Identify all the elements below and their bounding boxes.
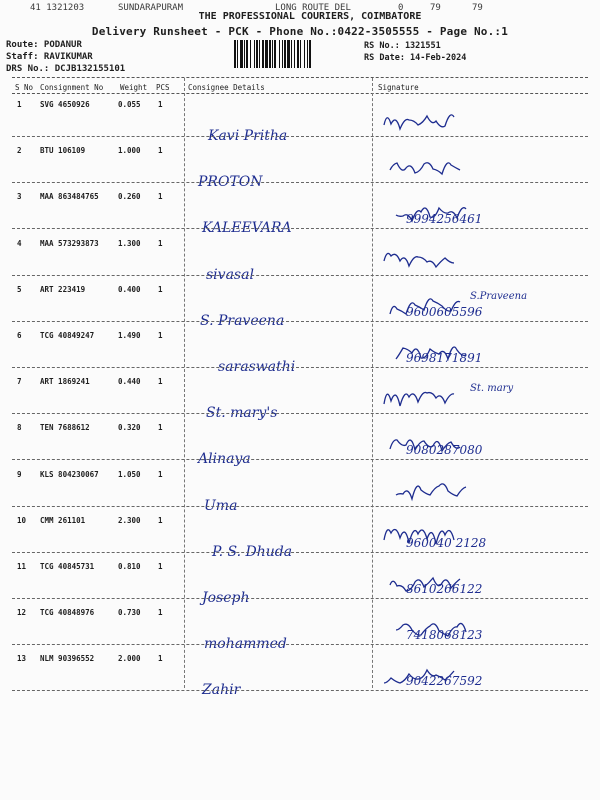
row-weight: 1.490 (118, 331, 141, 340)
row-divider (12, 275, 588, 276)
barcode-image (232, 40, 356, 68)
row-signature-text: S.Praveena (470, 290, 528, 302)
table-row (0, 331, 600, 377)
row-sno: 8 (17, 423, 22, 433)
row-weight: 2.300 (118, 515, 141, 525)
row-weight: 0.400 (118, 284, 141, 294)
row-sno: 12 (17, 608, 27, 618)
row-pcs: 1 (158, 100, 163, 109)
row-consignee-name: sivasal (206, 266, 254, 283)
row-consignee-name: PROTON (198, 174, 263, 191)
table-row (0, 470, 600, 516)
col-consignee: Consignee Details (188, 83, 265, 92)
row-phone: 8610266122 (406, 582, 483, 596)
top-route-type: LONG ROUTE DEL (275, 3, 351, 13)
runsheet-title: Delivery Runsheet - PCK - Phone No.:0422-3505555 - Page No.:1 (91, 25, 509, 38)
row-divider (12, 690, 588, 691)
rs-number: RS No.: 1321551 (364, 41, 441, 51)
table-row (0, 146, 600, 192)
row-phone: 9600605596 (406, 304, 483, 319)
row-sno: 6 (17, 331, 22, 340)
drs-number: DRS No.: DCJB132155101 (6, 64, 126, 74)
row-divider (12, 136, 588, 137)
table-row (0, 516, 600, 562)
col-consignment: Consignment No (40, 83, 104, 92)
row-sno: 2 (17, 146, 22, 156)
staff-label: Staff: RAVIKUMAR (6, 52, 93, 62)
row-consignee-name: Kavi Pritha (208, 128, 288, 144)
row-divider (12, 506, 588, 507)
row-sno: 11 (17, 562, 27, 571)
row-weight: 0.260 (118, 192, 141, 202)
row-consignee-name: KALEEVARA (202, 220, 292, 237)
row-divider (12, 321, 588, 322)
table-row (0, 423, 600, 469)
row-sno: 9 (17, 469, 22, 479)
row-consignee-name: mohammed (204, 636, 287, 653)
top-n3: 79 (472, 3, 483, 13)
col-weight: Weight (120, 83, 148, 92)
row-consignment-no: ART 223419 (40, 284, 86, 294)
row-phone: 9080287080 (406, 443, 483, 458)
row-divider (12, 413, 588, 414)
row-sno: 13 (17, 654, 27, 664)
table-row (0, 377, 600, 423)
row-consignee-name: S. Praveena (200, 312, 285, 329)
row-consignment-no: TEN 7688612 (40, 423, 90, 433)
row-sno: 3 (17, 192, 22, 202)
row-sno: 1 (17, 100, 22, 109)
header-divider-top (12, 77, 588, 78)
row-pcs: 1 (158, 238, 163, 248)
row-weight: 1.300 (118, 238, 141, 248)
top-place: SUNDARAPURAM (118, 3, 184, 13)
row-consignee-name: saraswathi (218, 359, 296, 375)
top-n2: 79 (430, 3, 441, 13)
row-weight: 1.000 (118, 146, 141, 156)
header-divider-bottom (12, 93, 588, 94)
row-weight: 0.320 (118, 423, 141, 433)
row-consignment-no: MAA 863484765 (40, 192, 99, 202)
row-consignee-name: Zahir (202, 682, 241, 699)
top-code: 41 1321203 (30, 3, 85, 13)
row-divider (12, 459, 588, 460)
row-consignment-no: KLS 804230067 (40, 469, 99, 479)
row-sno: 7 (17, 377, 22, 387)
row-consignee-name: St. mary's (206, 405, 278, 422)
row-consignment-no: ART 1869241 (40, 377, 90, 387)
row-consignee-name: Alinaya (198, 451, 251, 468)
row-divider (12, 367, 588, 368)
row-pcs: 1 (158, 331, 163, 340)
row-consignment-no: TCG 40849247 (40, 331, 95, 340)
row-consignee-name: Joseph (202, 590, 250, 606)
table-row (0, 192, 600, 238)
row-signature-scribble (382, 243, 532, 277)
row-divider (12, 644, 588, 645)
table-row (0, 562, 600, 608)
row-pcs: 1 (158, 284, 163, 294)
row-signature-scribble (394, 474, 544, 508)
row-phone: 7418068123 (406, 628, 483, 643)
row-pcs: 1 (158, 654, 163, 664)
row-phone: 9994256461 (406, 212, 483, 227)
row-sno: 4 (17, 238, 22, 248)
row-weight: 0.055 (118, 100, 141, 109)
row-consignment-no: TCG 40845731 (40, 562, 95, 571)
row-pcs: 1 (158, 377, 163, 387)
row-weight: 0.810 (118, 562, 141, 571)
row-pcs: 1 (158, 562, 163, 571)
table-row (0, 285, 600, 331)
row-sno: 5 (17, 284, 22, 294)
row-consignee-name: Uma (204, 497, 238, 514)
table-row (0, 239, 600, 285)
table-row (0, 100, 600, 146)
row-weight: 0.440 (118, 377, 141, 387)
row-phone: 9042267592 (406, 674, 483, 689)
row-divider (12, 182, 588, 183)
row-pcs: 1 (158, 515, 163, 525)
row-weight: 0.730 (118, 608, 141, 618)
table-row (0, 608, 600, 654)
row-weight: 2.000 (118, 654, 141, 664)
row-divider (12, 552, 588, 553)
row-consignment-no: TCG 40848976 (40, 608, 95, 618)
row-pcs: 1 (158, 192, 163, 202)
col-sno: S No (15, 83, 34, 92)
top-n1: 0 (398, 3, 404, 13)
row-divider (12, 598, 588, 599)
row-weight: 1.050 (118, 469, 141, 479)
table-row (0, 654, 600, 700)
row-phone: 960040 2128 (406, 535, 487, 550)
row-pcs: 1 (158, 608, 163, 618)
col-signature: Signature (378, 83, 419, 92)
row-consignment-no: MAA 573293873 (40, 238, 99, 248)
row-signature-scribble (382, 104, 532, 138)
rs-date: RS Date: 14-Feb-2024 (364, 53, 467, 63)
route-label: Route: PODANUR (6, 40, 82, 50)
row-phone: 9698171891 (406, 351, 483, 365)
row-consignment-no: BTU 106109 (40, 146, 86, 156)
col-pcs: PCS (156, 83, 170, 92)
row-pcs: 1 (158, 146, 163, 156)
row-signature-scribble (388, 150, 538, 184)
row-signature-text: St. mary (470, 383, 514, 395)
row-consignment-no: CMM 261101 (40, 515, 86, 525)
row-consignment-no: SVG 4650926 (40, 100, 90, 109)
row-pcs: 1 (158, 423, 163, 433)
row-consignee-name: P. S. Dhuda (212, 543, 293, 560)
row-sno: 10 (17, 515, 27, 525)
row-pcs: 1 (158, 469, 163, 479)
company-title: THE PROFESSIONAL COURIERS, COIMBATORE (198, 11, 422, 22)
row-divider (12, 228, 588, 229)
row-consignment-no: NLM 90396552 (40, 654, 95, 664)
